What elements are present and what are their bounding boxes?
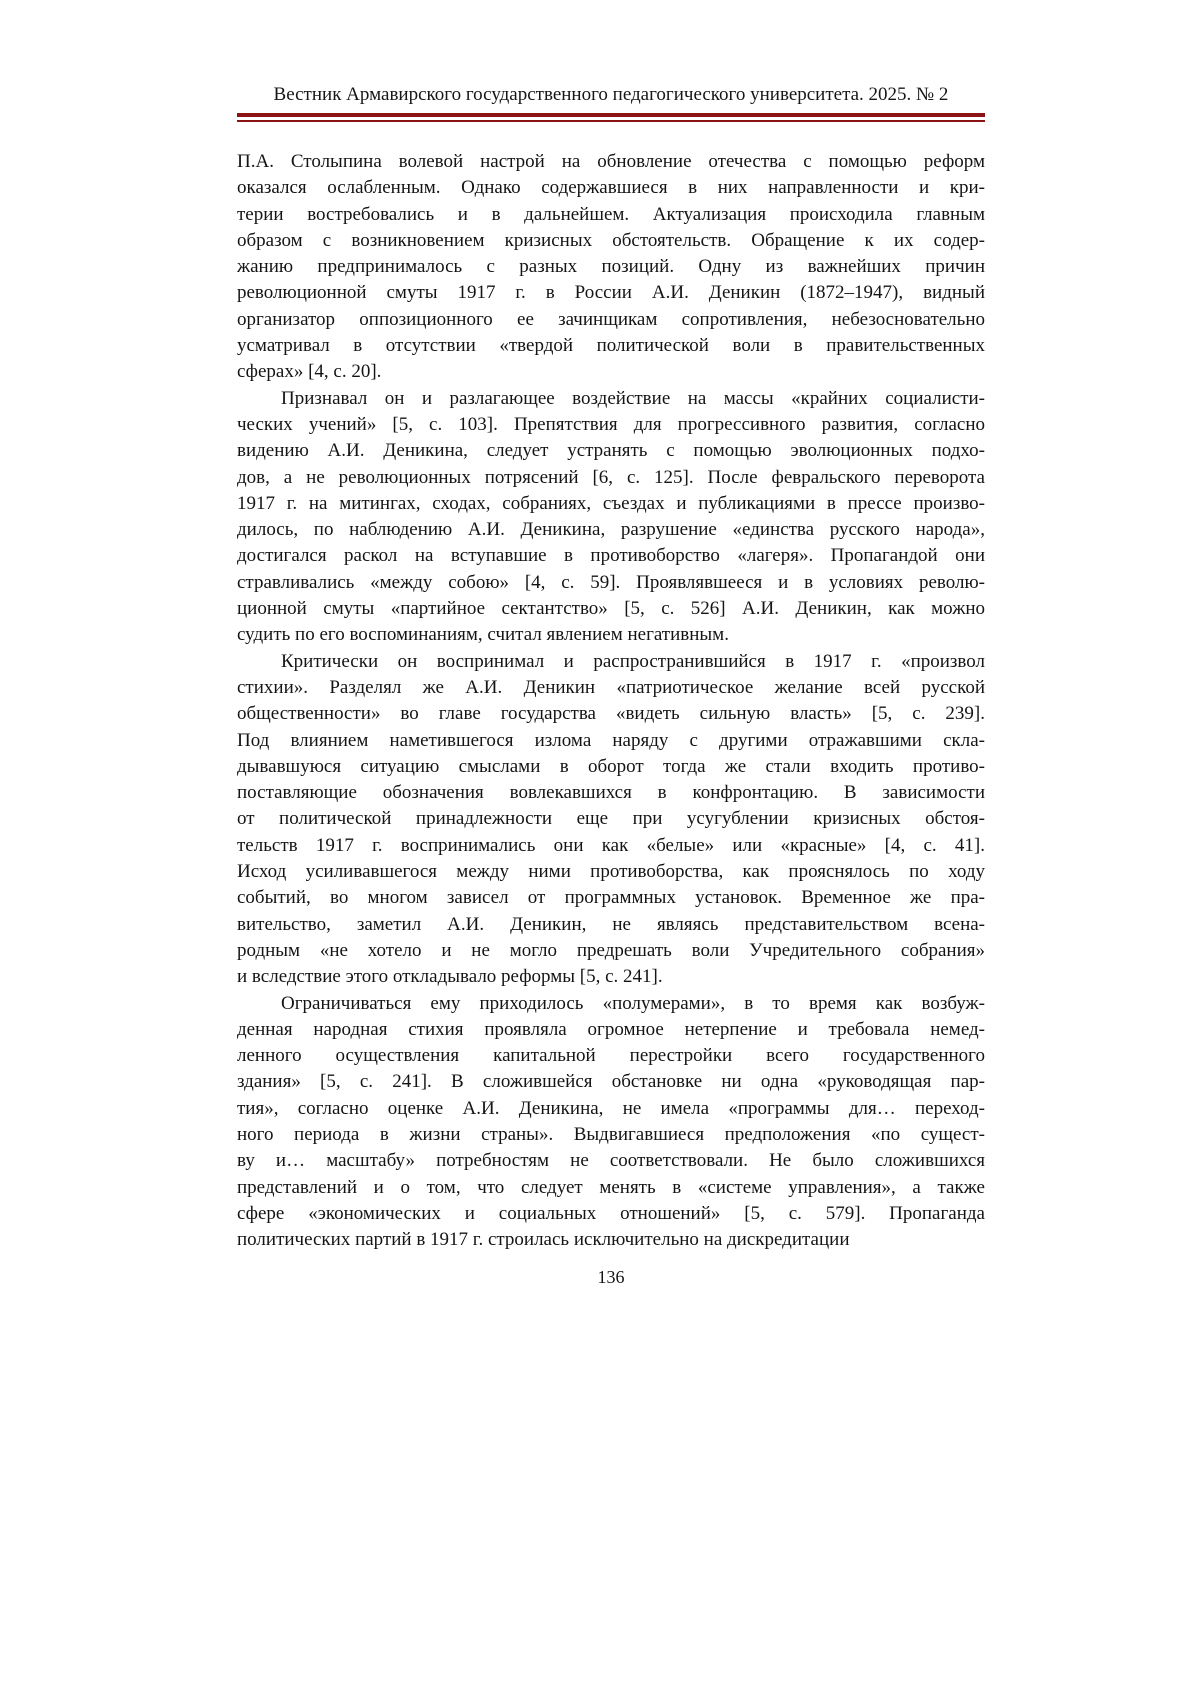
text-line: и вследствие этого откладывало реформы [5, с. 241]. — [237, 966, 663, 988]
text-line: видению А.И. Деникина, следует устранять с помощью эволюционных подхо- — [237, 440, 985, 462]
text-line: сфере «экономических и социальных отношений» [5, с. 579]. Пропаганда — [237, 1202, 985, 1224]
text-line: родным «не хотело и не могло предрешать воли Учредительного собрания» — [237, 939, 985, 961]
text-line: сферах» [4, с. 20]. — [237, 361, 382, 383]
text-line: ционной смуты «партийное сектантство» [5, с. 526] А.И. Деникин, как можно — [237, 598, 985, 620]
text-line: образом с возникновением кризисных обстоятельств. Обращение к их содер- — [237, 229, 985, 251]
text-line: дывавшуюся ситуацию смыслами в оборот тогда же стали входить противо- — [237, 755, 985, 777]
text-line: тельств 1917 г. воспринимались они как «белые» или «красные» [4, с. 41]. — [237, 834, 985, 856]
text-line: общественности» во главе государства «видеть сильную власть» [5, с. 239]. — [237, 703, 985, 725]
text-line: здания» [5, с. 241]. В сложившейся обстановке ни одна «руководящая пар- — [237, 1071, 985, 1093]
text-line: стихии». Разделял же А.И. Деникин «патриотическое желание всей русской — [237, 676, 985, 698]
text-line: тия», согласно оценке А.И. Деникина, не имела «программы для… переход- — [237, 1097, 985, 1119]
text-line: П.А. Столыпина волевой настрой на обновление отечества с помощью реформ — [237, 151, 985, 172]
text-line: оказался ослабленным. Однако содержавшиеся в них направленности и кри- — [237, 177, 985, 199]
text-line: событий, во многом зависел от программных установок. Временное же пра- — [237, 887, 985, 909]
page-content — [237, 84, 985, 1288]
text-line: поставляющие обозначения вовлекавшихся в конфронтацию. В зависимости — [237, 782, 985, 804]
page-number: 136 — [597, 1267, 625, 1288]
text-line: представлений и о том, что следует менять в «системе управления», а также — [237, 1176, 985, 1198]
paragraph — [237, 386, 985, 649]
text-line: вительство, заметил А.И. Деникин, не являясь представительством всена- — [237, 913, 985, 935]
text-line: революционной смуты 1917 г. в России А.И. Деникин (1872–1947), видный — [237, 282, 985, 304]
text-line: усматривал в отсутствии «твердой политической воли в правительственных — [237, 335, 985, 357]
text-line: Исход усиливавшегося между ними противоборства, как прояснялось по ходу — [237, 861, 985, 883]
text-line: от политической принадлежности еще при усугублении кризисных обстоя- — [237, 808, 985, 830]
journal-header-title: Вестник Армавирского государственного педагогического университета. 2025. № 2 — [273, 84, 949, 105]
text-line: ву и… масштабу» потребностям не соответствовали. Не было сложившихся — [237, 1150, 985, 1172]
text-line: ленного осуществления капитальной перестройки всего государственного — [237, 1045, 985, 1067]
text-line: организатор оппозиционного ее зачинщикам сопротивления, небезосновательно — [237, 308, 985, 330]
text-line: судить по его воспоминаниям, считал явлением негативным. — [237, 624, 729, 646]
text-line: дов, а не революционных потрясений [6, с. 125]. После февральского переворота — [237, 466, 985, 488]
text-line: дилось, по наблюдению А.И. Деникина, разрушение «единства русского народа», — [237, 519, 985, 541]
text-line: ческих учений» [5, с. 103]. Препятствия для прогрессивного развития, согласно — [237, 413, 985, 435]
text-line: денная народная стихия проявляла огромное нетерпение и требовала немед- — [237, 1018, 985, 1040]
article-text — [237, 149, 985, 1253]
paragraph — [237, 149, 985, 386]
text-line: 1917 г. на митингах, сходах, собраниях, съездах и публикациями в прессе произво- — [237, 492, 985, 514]
text-line: Ограничиваться ему приходилось «полумерами», в то время как возбуж- — [281, 992, 985, 1014]
text-line: Критически он воспринимал и распространившийся в 1917 г. «произвол — [281, 650, 985, 672]
text-line: политических партий в 1917 г. строилась исключительно на дискредитации — [237, 1229, 850, 1251]
header-double-rule — [237, 113, 985, 122]
text-line: Признавал он и разлагающее воздействие на массы «крайних социалисти- — [281, 387, 985, 409]
text-line: терии востребовались и в дальнейшем. Актуализация происходила главным — [237, 203, 985, 225]
text-line: Под влиянием наметившегося излома наряду с другими отражавшими скла- — [237, 729, 985, 751]
paragraph — [237, 649, 985, 991]
paragraph — [237, 991, 985, 1254]
page-header — [237, 84, 985, 122]
text-line: жанию предпринималось с разных позиций. Одну из важнейших причин — [237, 256, 985, 278]
text-line: ного периода в жизни страны». Выдвигавшиеся предположения «по сущест- — [237, 1123, 985, 1145]
text-line: достигался раскол на вступавшие в противоборство «лагеря». Пропагандой они — [237, 545, 985, 567]
text-line: стравливались «между собою» [4, с. 59]. Проявлявшееся и в условиях револю- — [237, 571, 985, 593]
